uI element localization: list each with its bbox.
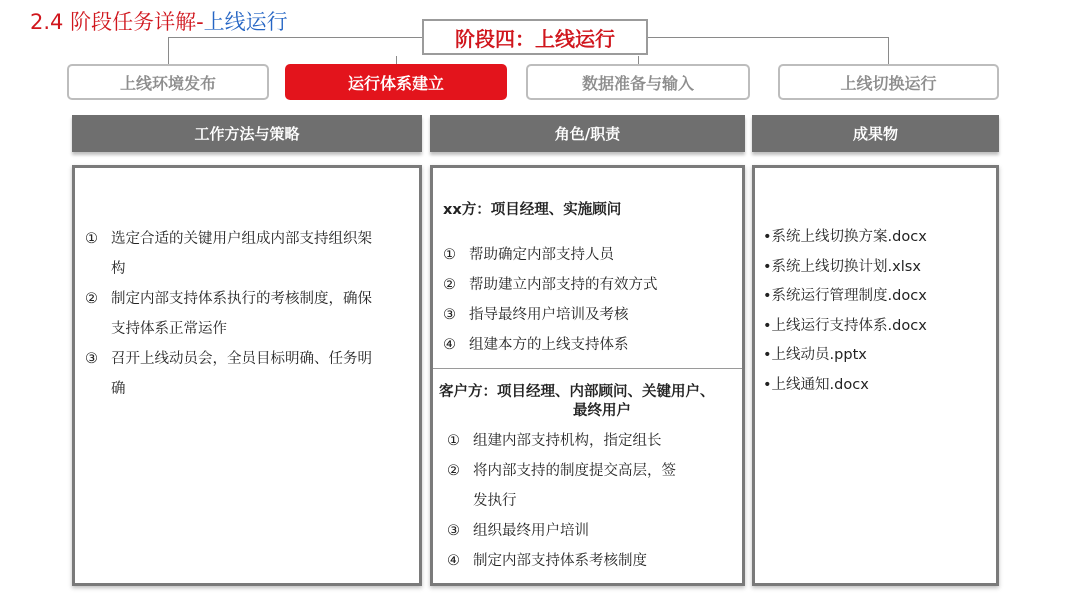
tab-data-preparation[interactable]: 数据准备与输入 — [526, 64, 750, 100]
item-number: ③ — [443, 307, 456, 323]
tab-launch-env[interactable]: 上线环境发布 — [67, 64, 269, 100]
roles-header: 角色/职责 — [430, 115, 745, 152]
item-text: 组建内部支持机构，指定组长 — [473, 433, 662, 449]
item-number: ④ — [447, 553, 460, 569]
item-text: 组建本方的上线支持体系 — [469, 337, 629, 353]
item-number: ① — [447, 433, 460, 449]
connector-mid-right — [638, 56, 639, 64]
item-text: 制定内部支持体系执行的考核制度，确保 — [111, 291, 372, 307]
page-title — [30, 6, 288, 36]
method-list — [85, 224, 372, 404]
list-item-cont — [85, 314, 372, 344]
client-title-line1: 客户方：项目经理、内部顾问、关键用户、 — [439, 384, 715, 400]
vendor-title: xx方：项目经理、实施顾问 — [443, 202, 622, 218]
deliverable-item: •上线通知.docx — [763, 376, 869, 393]
deliverable-item: •系统运行管理制度.docx — [763, 288, 927, 304]
list-item — [443, 240, 658, 270]
methods-panel — [72, 165, 422, 586]
item-text: 构 — [111, 261, 126, 277]
list-item-cont — [85, 254, 372, 284]
connector-right — [648, 37, 889, 64]
list-item — [447, 456, 676, 486]
page-title-prefix: 2.4 阶段任务详解- — [30, 10, 204, 34]
stage-title: 阶段四：上线运行 — [422, 19, 648, 55]
list-item — [85, 284, 372, 314]
item-number: ③ — [85, 351, 98, 367]
item-text: 发执行 — [473, 493, 517, 509]
list-item — [85, 344, 372, 374]
list-item — [447, 516, 676, 546]
page-title-suffix: 上线运行 — [203, 10, 288, 34]
item-number: ② — [443, 277, 456, 293]
tab-cutover-run[interactable]: 上线切换运行 — [778, 64, 999, 100]
connector-left — [168, 37, 423, 64]
list-item — [443, 300, 658, 330]
connector-mid-left — [396, 56, 397, 64]
item-text: 将内部支持的制度提交高层，签 — [473, 463, 676, 479]
list-item — [447, 546, 676, 576]
item-text: 组织最终用户培训 — [473, 523, 589, 539]
deliverables-panel — [752, 165, 999, 586]
list-item — [85, 224, 372, 254]
item-text: 制定内部支持体系考核制度 — [473, 553, 647, 569]
item-number: ② — [447, 463, 460, 479]
section-divider — [433, 368, 742, 369]
list-item — [443, 270, 658, 300]
item-text: 指导最终用户培训及考核 — [469, 307, 629, 323]
item-text: 召开上线动员会，全员目标明确、任务明 — [111, 351, 372, 367]
deliverables-header: 成果物 — [752, 115, 999, 152]
item-text: 支持体系正常运作 — [111, 321, 227, 337]
deliverable-item: •系统上线切换方案.docx — [763, 229, 927, 245]
roles-panel — [430, 165, 745, 586]
tab-operation-system[interactable]: 运行体系建立 — [285, 64, 507, 100]
item-number: ① — [443, 247, 456, 263]
item-text: 选定合适的关键用户组成内部支持组织架 — [111, 231, 372, 247]
item-text: 帮助建立内部支持的有效方式 — [469, 277, 658, 293]
deliverable-list — [763, 223, 927, 400]
item-text: 确 — [111, 381, 126, 397]
deliverable-item: •系统上线切换计划.xlsx — [763, 258, 921, 275]
item-number: ② — [85, 291, 98, 307]
client-title — [439, 383, 715, 421]
list-item-cont — [85, 374, 372, 404]
client-title-line2: 最终用户 — [573, 403, 631, 419]
vendor-list — [443, 240, 658, 360]
client-list — [447, 426, 676, 576]
item-number: ④ — [443, 337, 456, 353]
list-item-cont — [447, 486, 676, 516]
list-item — [447, 426, 676, 456]
deliverable-item: •上线动员.pptx — [763, 347, 867, 363]
item-text: 帮助确定内部支持人员 — [469, 247, 614, 263]
list-item — [443, 330, 658, 360]
methods-header: 工作方法与策略 — [72, 115, 422, 152]
item-number: ① — [85, 231, 98, 247]
item-number: ③ — [447, 523, 460, 539]
deliverable-item: •上线运行支持体系.docx — [763, 317, 927, 334]
